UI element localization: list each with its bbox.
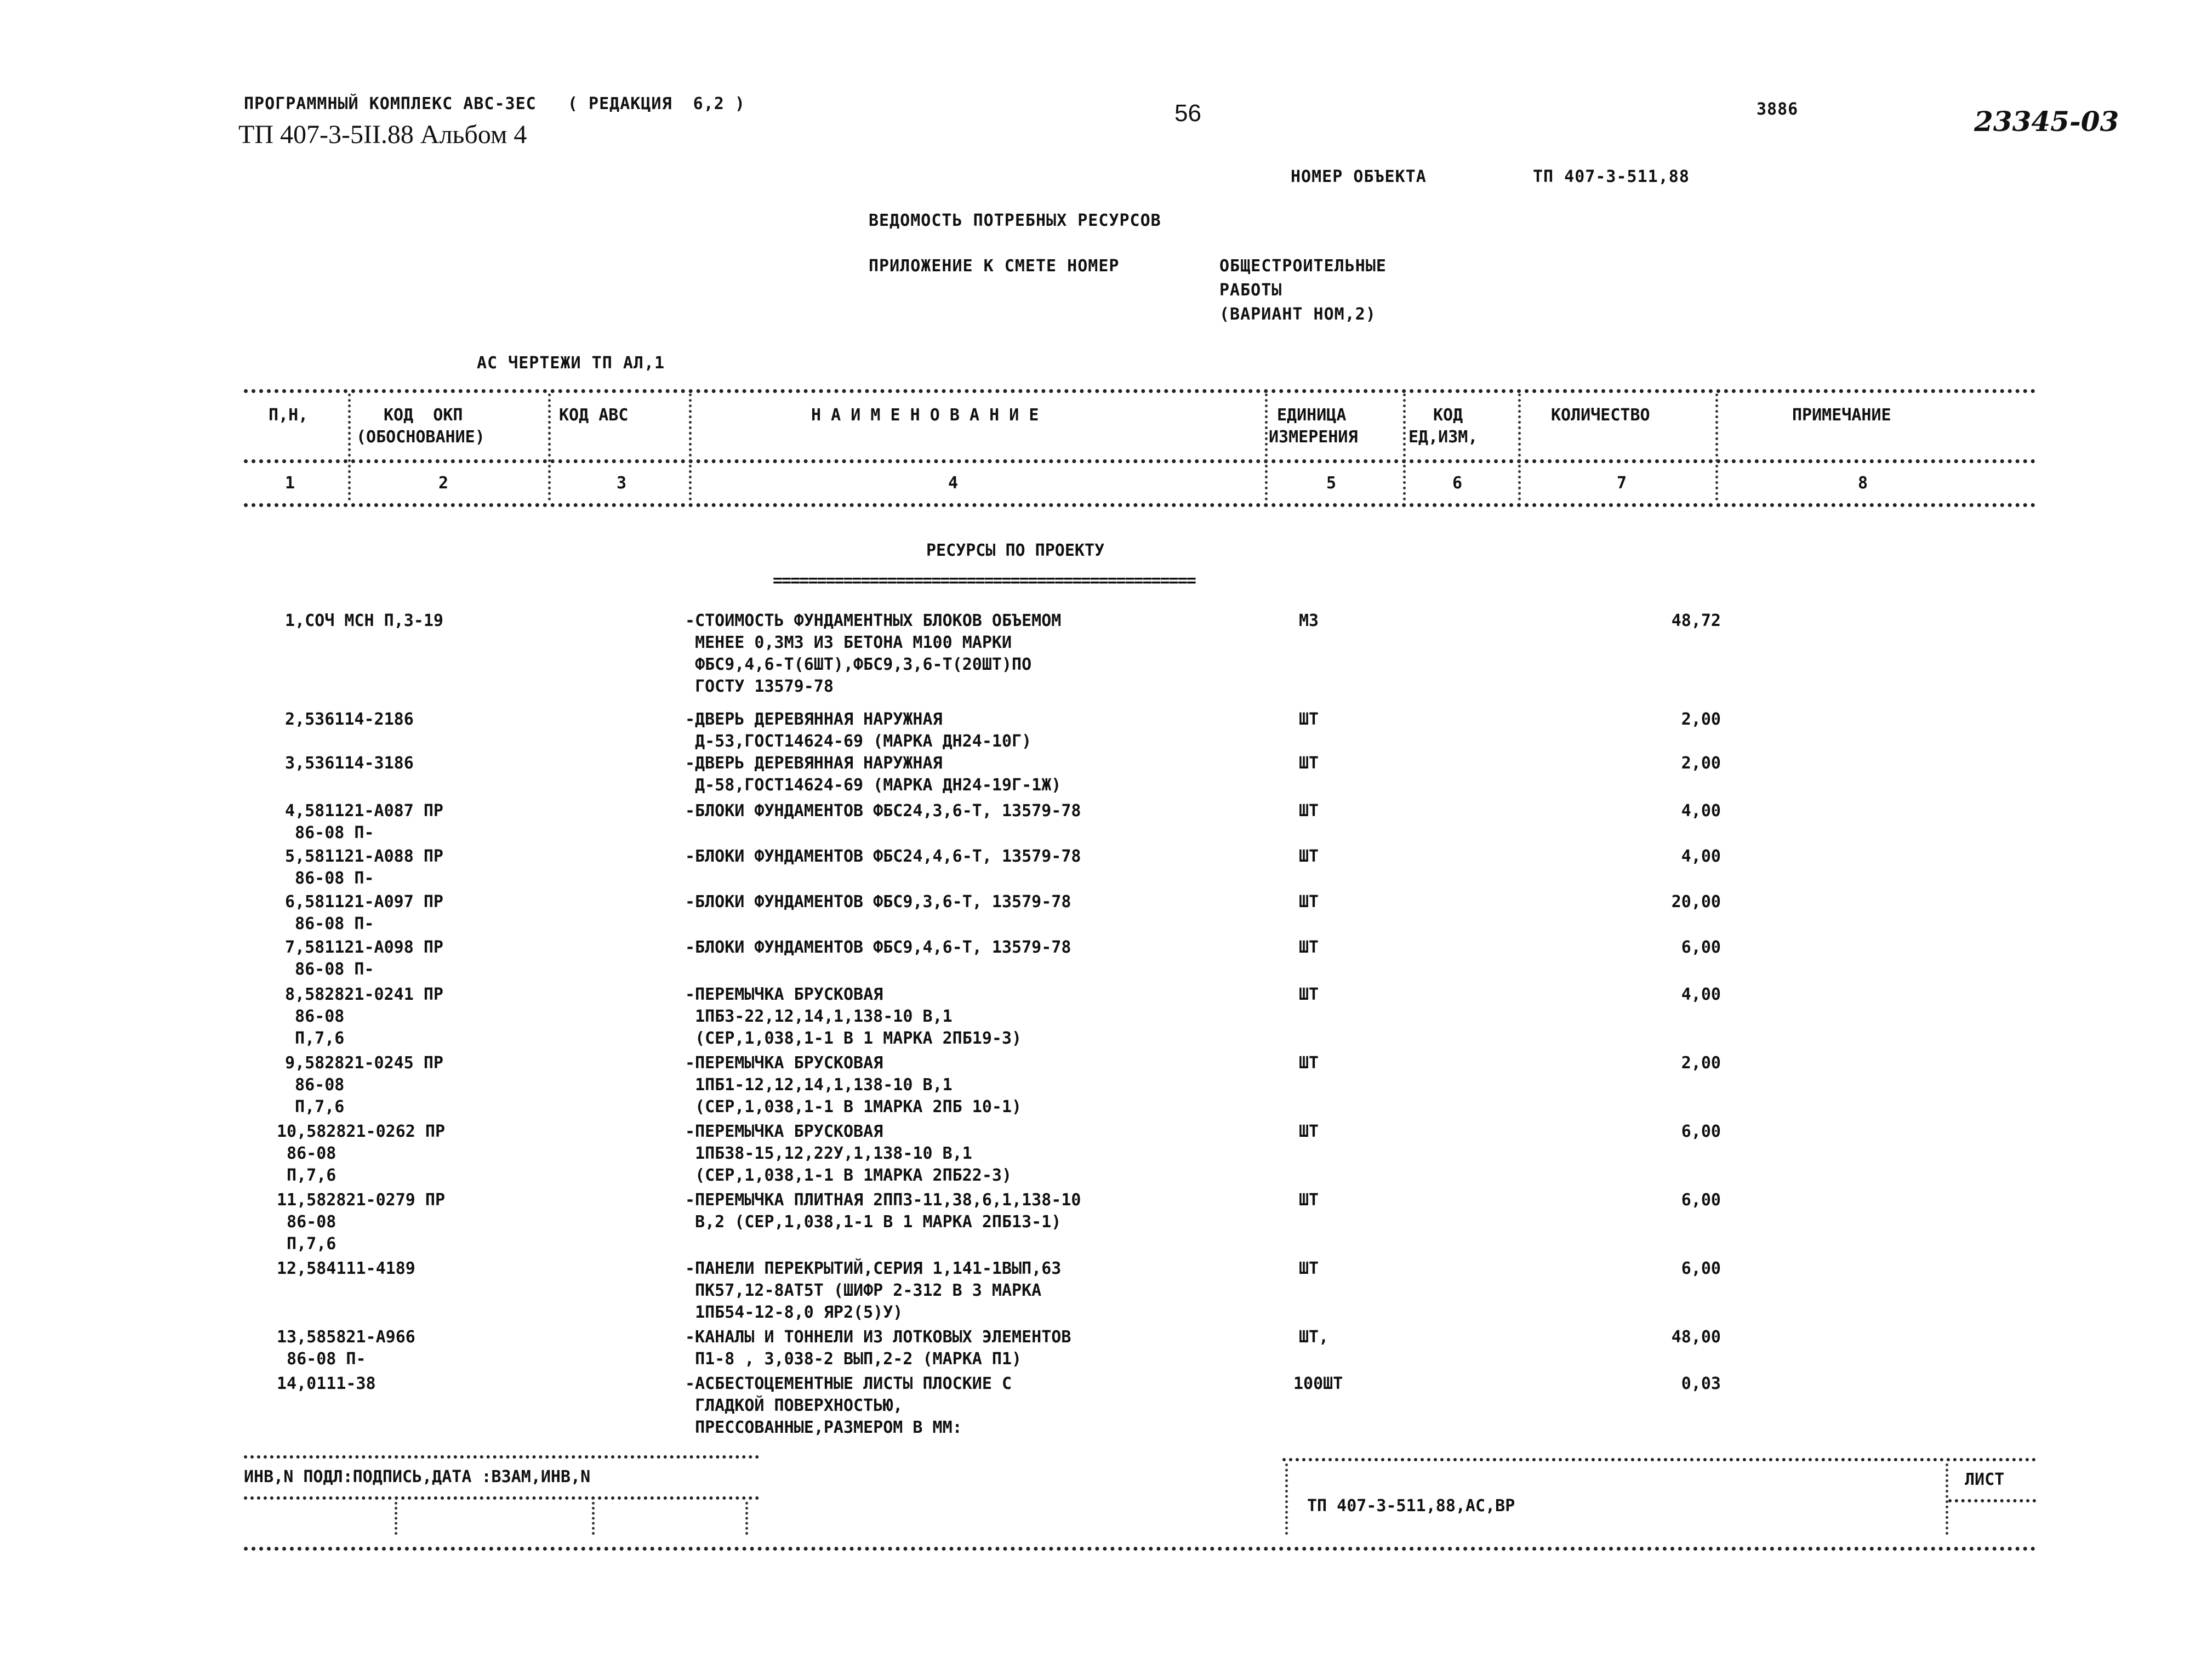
code-right: 3886 xyxy=(1757,100,1799,119)
footer-separator xyxy=(745,1502,748,1535)
col-number: 8 xyxy=(1858,474,1868,493)
col-header-quantity: КОЛИЧЕСТВО xyxy=(1551,406,1650,425)
row-quantity: 4,00 xyxy=(1681,801,1721,821)
row-code: 10,582821-0262 ПР 86-08 П,7,6 xyxy=(277,1122,446,1185)
footer-left-top-rule xyxy=(244,1455,759,1459)
row-code: 9,582821-0245 ПР 86-08 П,7,6 xyxy=(285,1053,443,1117)
row-quantity: 2,00 xyxy=(1681,710,1721,729)
row-name: -БЛОКИ ФУНДАМЕНТОВ ФБС9,3,6-Т, 13579-78 xyxy=(685,892,1071,912)
row-name: -ПЕРЕМЫЧКА БРУСКОВАЯ 1ПБ3-22,12,14,1,138-10 В,1 (СЕР,1,038,1-1 В 1 МАРКА 2ПБ19-3) xyxy=(685,985,1022,1048)
row-quantity: 2,00 xyxy=(1681,754,1721,773)
row-code: 12,584111-4189 xyxy=(277,1259,415,1278)
row-name: -БЛОКИ ФУНДАМЕНТОВ ФБС24,3,6-Т, 13579-78 xyxy=(685,801,1081,821)
row-unit: 100ШТ xyxy=(1293,1374,1343,1393)
row-unit: ШТ xyxy=(1299,847,1319,866)
page-number: 56 xyxy=(1174,100,1201,127)
row-code: 5,581121-А088 ПР 86-08 П- xyxy=(285,847,443,888)
row-quantity: 6,00 xyxy=(1681,1122,1721,1141)
row-name: -БЛОКИ ФУНДАМЕНТОВ ФБС24,4,6-Т, 13579-78 xyxy=(685,847,1081,866)
appendix-label: ПРИЛОЖЕНИЕ К СМЕТЕ НОМЕР xyxy=(869,257,1120,276)
row-code: 4,581121-А087 ПР 86-08 П- xyxy=(285,801,443,842)
row-quantity: 6,00 xyxy=(1681,1259,1721,1278)
row-unit: ШТ xyxy=(1299,985,1319,1004)
row-code: 8,582821-0241 ПР 86-08 П,7,6 xyxy=(285,985,443,1048)
row-unit: М3 xyxy=(1299,611,1319,630)
row-name: -ПАНЕЛИ ПЕРЕКРЫТИЙ,СЕРИЯ 1,141-1ВЫП,63 ПК57,12-8АТ5Т (ШИФР 2-312 В 3 МАРКА 1ПБ54-12-8,0 ЯР2(5)У) xyxy=(685,1259,1062,1322)
col-header-note: ПРИМЕЧАНИЕ xyxy=(1792,406,1891,425)
footer-bottom-rule xyxy=(244,1547,2036,1551)
col-header-unit-code-2: ЕД,ИЗМ, xyxy=(1408,428,1478,447)
column-separator xyxy=(1403,394,1406,500)
row-unit: ШТ xyxy=(1299,1053,1319,1073)
column-separator xyxy=(1265,394,1268,500)
col-number: 3 xyxy=(617,474,627,493)
section-underline: ================================================ xyxy=(773,571,1195,590)
row-quantity: 0,03 xyxy=(1681,1374,1721,1393)
appendix-value-2: РАБОТЫ xyxy=(1219,281,1282,300)
col-header-unit-measure: ИЗМЕРЕНИЯ xyxy=(1269,428,1358,447)
appendix-value-3: (ВАРИАНТ НОМ,2) xyxy=(1219,305,1376,324)
column-separator xyxy=(689,394,692,500)
appendix-value-1: ОБЩЕСТРОИТЕЛЬНЫЕ xyxy=(1219,257,1387,276)
section-title: РЕСУРСЫ ПО ПРОЕКТУ xyxy=(926,541,1105,560)
col-header-pn: П,Н, xyxy=(269,406,309,425)
row-unit: ШТ xyxy=(1299,1259,1319,1278)
object-value: ТП 407-3-511,88 xyxy=(1533,167,1690,186)
row-name: -ПЕРЕМЫЧКА ПЛИТНАЯ 2ПП3-11,38,6,1,138-10 В,2 (СЕР,1,038,1-1 В 1 МАРКА 2ПБ13-1) xyxy=(685,1191,1081,1232)
object-label: НОМЕР ОБЪЕКТА xyxy=(1291,167,1427,186)
footer-sheet-rule xyxy=(1948,1499,2036,1502)
row-unit: ШТ xyxy=(1299,710,1319,729)
row-code: 2,536114-2186 xyxy=(285,710,414,729)
col-number: 2 xyxy=(438,474,449,493)
row-code: 1,СОЧ МСН П,3-19 xyxy=(285,611,443,630)
row-code: 14,0111-38 xyxy=(277,1374,376,1393)
row-unit: ШТ xyxy=(1299,1122,1319,1141)
footer-separator xyxy=(395,1502,397,1535)
row-quantity: 2,00 xyxy=(1681,1053,1721,1073)
column-separator xyxy=(548,394,551,500)
footer-separator xyxy=(1285,1463,1288,1535)
col-header-unit-code: КОД xyxy=(1433,406,1463,425)
table-numbers-rule xyxy=(244,503,2036,507)
row-code: 11,582821-0279 ПР 86-08 П,7,6 xyxy=(277,1191,446,1254)
drawings-label: АС ЧЕРТЕЖИ ТП АЛ,1 xyxy=(477,354,665,373)
footer-left-header: ИНВ,N ПОДЛ:ПОДПИСЬ,ДАТА :ВЗАМ,ИНВ,N xyxy=(244,1467,591,1487)
row-unit: ШТ xyxy=(1299,801,1319,821)
row-quantity: 20,00 xyxy=(1671,892,1721,912)
footer-left-mid-rule xyxy=(244,1496,759,1500)
footer-sheet-label: ЛИСТ xyxy=(1965,1470,2005,1489)
row-name: -ПЕРЕМЫЧКА БРУСКОВАЯ 1ПБ1-12,12,14,1,138-10 В,1 (СЕР,1,038,1-1 В 1МАРКА 2ПБ 10-1) xyxy=(685,1053,1022,1117)
row-unit: ШТ xyxy=(1299,1191,1319,1210)
row-quantity: 6,00 xyxy=(1681,938,1721,957)
col-number: 4 xyxy=(948,474,959,493)
col-header-code-okp-basis: (ОБОСНОВАНИЕ) xyxy=(356,428,485,447)
album-line: ТП 407-3-5II.88 Альбом 4 xyxy=(238,120,527,149)
row-name: -КАНАЛЫ И ТОННЕЛИ ИЗ ЛОТКОВЫХ ЭЛЕМЕНТОВ П1-8 , 3,038-2 ВЫП,2-2 (МАРКА П1) xyxy=(685,1328,1071,1369)
row-quantity: 4,00 xyxy=(1681,847,1721,866)
footer-right-top-rule xyxy=(1282,1458,2036,1461)
column-separator xyxy=(348,394,351,500)
table-top-rule xyxy=(244,389,2036,393)
row-name: -БЛОКИ ФУНДАМЕНТОВ ФБС9,4,6-Т, 13579-78 xyxy=(685,938,1071,957)
row-code: 6,581121-А097 ПР 86-08 П- xyxy=(285,892,443,933)
row-code: 13,585821-А966 86-08 П- xyxy=(277,1328,415,1369)
row-quantity: 48,72 xyxy=(1671,611,1721,630)
handwritten-code: 23345-03 xyxy=(1974,105,2119,138)
col-header-unit: ЕДИНИЦА xyxy=(1277,406,1347,425)
row-name: -ДВЕРЬ ДЕРЕВЯННАЯ НАРУЖНАЯ Д-58,ГОСТ14624-69 (МАРКА ДН24-19Г-1Ж) xyxy=(685,754,1062,795)
row-code: 3,536114-3186 xyxy=(285,754,414,773)
col-number: 6 xyxy=(1452,474,1463,493)
row-unit: ШТ, xyxy=(1299,1328,1329,1347)
row-quantity: 6,00 xyxy=(1681,1191,1721,1210)
row-unit: ШТ xyxy=(1299,892,1319,912)
col-number: 1 xyxy=(285,474,295,493)
row-name: -СТОИМОСТЬ ФУНДАМЕНТНЫХ БЛОКОВ ОБЪЕМОМ МЕНЕЕ 0,3М3 ИЗ БЕТОНА М100 МАРКИ ФБС9,4,6-Т(6ШТ),ФБС9,3,6-Т(20ШТ)ПО ГОСТУ 13579-78 xyxy=(685,611,1062,696)
col-header-name: Н А И М Е Н О В А Н И Е xyxy=(811,406,1039,425)
row-name: -ПЕРЕМЫЧКА БРУСКОВАЯ 1ПБ38-15,12,22У,1,138-10 В,1 (СЕР,1,038,1-1 В 1МАРКА 2ПБ22-3) xyxy=(685,1122,1012,1185)
row-unit: ШТ xyxy=(1299,938,1319,957)
table-header-rule xyxy=(244,459,2036,463)
row-quantity: 4,00 xyxy=(1681,985,1721,1004)
column-separator xyxy=(1715,394,1718,500)
col-header-code-abc: КОД АВС xyxy=(559,406,629,425)
footer-separator xyxy=(592,1502,595,1535)
row-name: -ДВЕРЬ ДЕРЕВЯННАЯ НАРУЖНАЯ Д-53,ГОСТ14624-69 (МАРКА ДН24-10Г) xyxy=(685,710,1032,751)
col-header-code-okp: КОД ОКП xyxy=(384,406,463,425)
statement-title: ВЕДОМОСТЬ ПОТРЕБНЫХ РЕСУРСОВ xyxy=(869,211,1161,230)
col-number: 5 xyxy=(1326,474,1337,493)
row-quantity: 48,00 xyxy=(1671,1328,1721,1347)
column-separator xyxy=(1518,394,1521,500)
program-line: ПРОГРАММНЫЙ КОМПЛЕКС АВС-3ЕС ( РЕДАКЦИЯ 6,2 ) xyxy=(244,94,745,113)
col-number: 7 xyxy=(1617,474,1627,493)
row-code: 7,581121-А098 ПР 86-08 П- xyxy=(285,938,443,979)
row-name: -АСБЕСТОЦЕМЕНТНЫЕ ЛИСТЫ ПЛОСКИЕ С ГЛАДКОЙ ПОВЕРХНОСТЬЮ, ПРЕССОВАННЫЕ,РАЗМЕРОМ В ММ: xyxy=(685,1374,1012,1437)
footer-doc-code: ТП 407-3-511,88,АС,ВР xyxy=(1307,1496,1515,1516)
row-unit: ШТ xyxy=(1299,754,1319,773)
